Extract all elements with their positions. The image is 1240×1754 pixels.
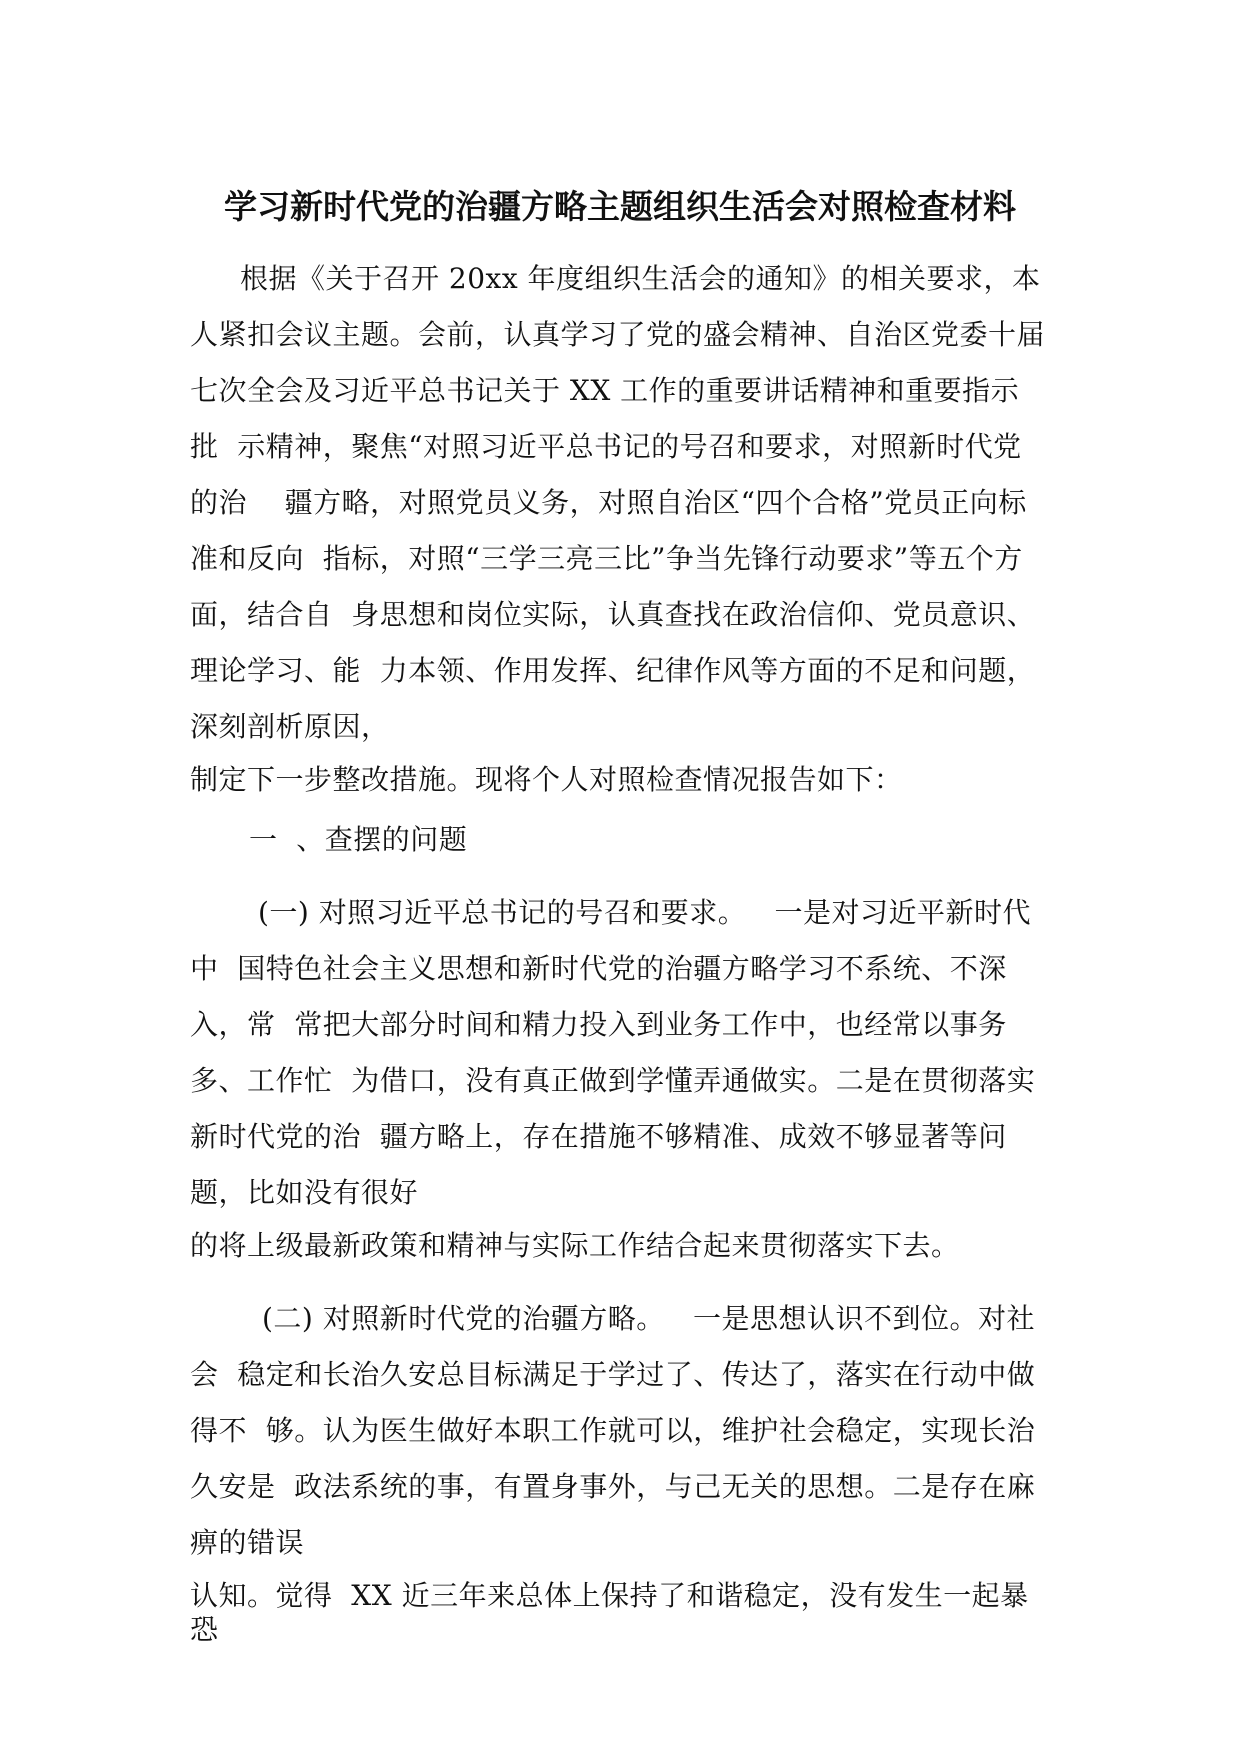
section-heading: 一 、查摆的问题 (249, 823, 468, 856)
body-line: 的将上级最新政策和精神与实际工作结合起来贯彻落实下去。 (190, 1229, 960, 1262)
body-line: 恐 (190, 1613, 219, 1646)
body-line: 入，常 常把大部分时间和精力投入到业务工作中，也经常以事务 (190, 1008, 1007, 1041)
body-line: 批 示精神，聚焦“对照习近平总书记的号召和要求，对照新时代党 (190, 430, 1022, 463)
body-line: 题，比如没有很好 (190, 1176, 419, 1209)
body-line: 面，结合自 身思想和岗位实际，认真查找在政治信仰、党员意识、 (190, 598, 1036, 631)
body-line: 得不 够。认为医生做好本职工作就可以，维护社会稳定，实现长治 (190, 1414, 1036, 1447)
body-line: 新时代党的治 疆方略上，存在措施不够精准、成效不够显著等问 (190, 1120, 1007, 1153)
subsection-paragraph-start: (一) 对照习近平总书记的号召和要求。 一是对习近平新时代 (258, 896, 1031, 929)
body-line: 理论学习、能 力本领、作用发挥、纪律作风等方面的不足和问题， (190, 654, 1036, 687)
body-line: 多、工作忙 为借口，没有真正做到学懂弄通做实。二是在贯彻落实 (190, 1064, 1036, 1097)
body-line: 根据《关于召开 20xx 年度组织生活会的通知》的相关要求，本 (240, 262, 1041, 295)
body-line: 痹的错误 (190, 1526, 305, 1559)
body-line: 久安是 政法系统的事，有置身事外，与己无关的思想。二是存在麻 (190, 1470, 1036, 1503)
subsection-paragraph-start: (二) 对照新时代党的治疆方略。 一是思想认识不到位。对社 (262, 1302, 1035, 1335)
document-title: 学习新时代党的治疆方略主题组织生活会对照检查材料 (224, 187, 1016, 226)
body-line: 准和反向 指标，对照“三学三亮三比”争当先锋行动要求”等五个方 (190, 542, 1023, 575)
body-line: 制定下一步整改措施。现将个人对照检查情况报告如下： (190, 763, 903, 796)
body-line: 人紧扣会议主题。会前，认真学习了党的盛会精神、自治区党委十届 (190, 318, 1046, 351)
body-line: 的治 疆方略，对照党员义务，对照自治区“四个合格”党员正向标 (190, 486, 1027, 519)
body-line: 深刻剖析原因， (190, 710, 390, 743)
body-line: 会 稳定和长治久安总目标满足于学过了、传达了，落实在行动中做 (190, 1358, 1036, 1391)
body-line: 认知。觉得 XX 近三年来总体上保持了和谐稳定，没有发生一起暴 (190, 1579, 1029, 1612)
body-line: 七次全会及习近平总书记关于 XX 工作的重要讲话精神和重要指示 (190, 374, 1020, 407)
body-line: 中 国特色社会主义思想和新时代党的治疆方略学习不系统、不深 (190, 952, 1007, 985)
